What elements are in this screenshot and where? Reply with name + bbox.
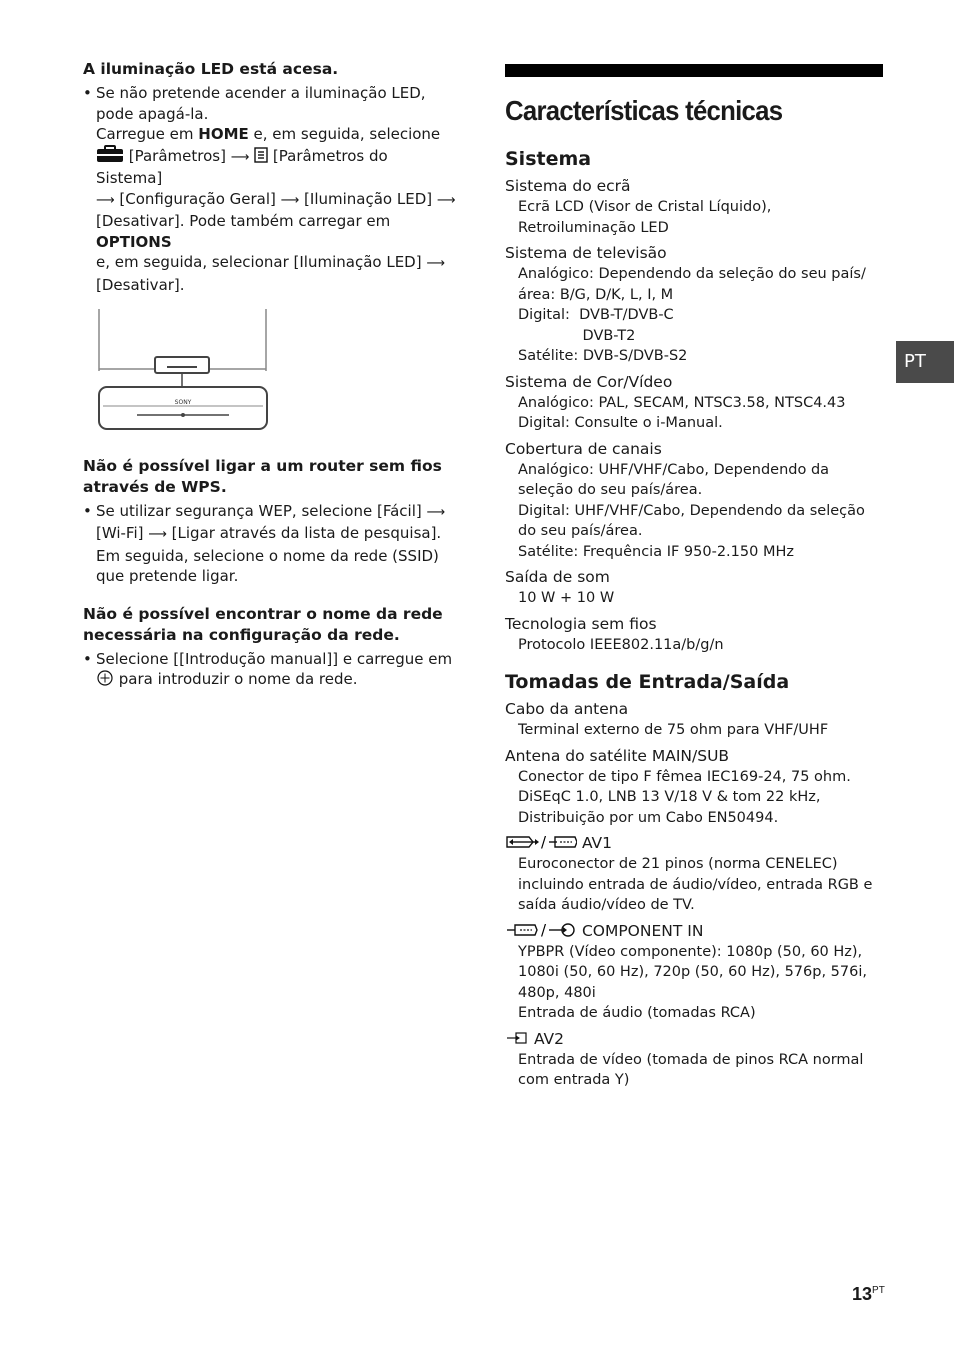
- svg-text:/: /: [541, 921, 547, 938]
- spec-value-line: DVB-T2: [518, 327, 636, 344]
- right-column: [505, 64, 883, 1091]
- issue-heading-led: A iluminação LED está acesa.: [83, 60, 339, 78]
- spec-label-component-in: / COMPONENT IN: [505, 921, 883, 942]
- spec-value-line: Digital: Consulte o i-Manual.: [518, 415, 723, 431]
- spec-value-line: 1080i (50, 60 Hz), 720p (50, 60 Hz), 576p, 576i,: [518, 964, 867, 980]
- spec-value-line: área: B/G, D/K, L, I, M: [518, 286, 674, 303]
- toolbox-icon: [96, 145, 124, 163]
- spec-label-sistema-do-ecra: Sistema do ecrã: [505, 177, 631, 195]
- spec-value-line: do seu país/área.: [518, 523, 643, 539]
- sony-logo: SONY: [174, 399, 192, 406]
- spec-value-line: DiSEqC 1.0, LNB 13 V/18 V & tom 22 kHz,: [518, 789, 821, 805]
- spec-value-line: YPBPR (Vídeo componente): 1080p (50, 60 Hz),: [518, 943, 863, 960]
- system-settings-icon: [254, 147, 268, 163]
- led-text-1: Se não pretende acender a iluminação LED, pode apagá-la.: [96, 84, 426, 123]
- left-column: [83, 59, 458, 690]
- spec-value-line: Distribuição por um Cabo EN50494.: [518, 809, 779, 826]
- issue-heading-wps: Não é possível ligar a um router sem fios através de WPS.: [83, 456, 442, 496]
- enter-button-icon: [96, 670, 114, 686]
- spec-value-line: Analógico: PAL, SECAM, NTSC3.58, NTSC4.43: [518, 394, 846, 411]
- spec-values: [505, 588, 883, 609]
- spec-values: [505, 264, 883, 367]
- spec-values: [505, 393, 883, 434]
- spec-value-line: incluindo entrada de áudio/vídeo, entrada RGB e: [518, 876, 873, 893]
- page-number: $13^{PT}$: [852, 1284, 885, 1304]
- issue-heading-ssid: Não é possível encontrar o nome da rede necessária na configuração da rede.: [83, 604, 443, 644]
- spec-values: [505, 197, 883, 238]
- spec-label-av1: / AV1: [505, 833, 883, 854]
- arrow-icon: ⟶: [280, 192, 300, 208]
- spec-values: [505, 767, 883, 829]
- spec-value-line: Satélite: DVB-S/DVB-S2: [518, 348, 688, 364]
- spec-value-line: Terminal externo de 75 ohm para VHF/UHF: [518, 722, 829, 738]
- wps-block: [83, 456, 458, 587]
- spec-label-sistema-de-cor-video: Sistema de Cor/Vídeo: [505, 372, 673, 391]
- spec-value-line: 10 W + 10 W: [518, 590, 615, 606]
- spec-value-line: Euroconector de 21 pinos (norma CENELEC): [518, 856, 838, 872]
- spec-value-line: Digital: DVB-T/DVB-C: [518, 307, 674, 323]
- spec-value-line: Entrada de áudio (tomadas RCA): [518, 1005, 756, 1021]
- spec-value-line: Retroiluminação LED: [518, 219, 669, 236]
- svg-text:/: /: [541, 834, 547, 850]
- spec-label-cobertura-de-canais: Cobertura de canais: [505, 439, 662, 458]
- arrow-icon: ⟶: [96, 192, 115, 208]
- spec-values: [505, 1050, 883, 1091]
- home-key: HOME: [198, 125, 249, 143]
- av1-scart-icon: [505, 834, 577, 850]
- section-title-sistema: Sistema: [505, 148, 592, 170]
- spec-value-line: 480p, 480i: [518, 984, 596, 1001]
- bullet-ssid: • Selecione [[Introdução manual]] e carregue em para introduzir o nome da rede.: [83, 649, 458, 690]
- section-sistema: [505, 176, 883, 655]
- spec-label-av2: AV2: [505, 1029, 883, 1050]
- spec-values: [505, 942, 883, 1024]
- spec-label-antena-do-satelite-main-sub: Antena do satélite MAIN/SUB: [505, 746, 730, 765]
- spec-value-line: Analógico: Dependendo da seleção do seu país/: [518, 266, 866, 282]
- spec-value-line: seleção do seu país/área.: [518, 482, 703, 498]
- arrow-icon: ⟶: [148, 527, 167, 542]
- tv-led-illustration: [97, 309, 269, 433]
- spec-values: [505, 720, 883, 741]
- section-tomadas: [505, 699, 883, 1091]
- spec-label-sistema-de-televisao: Sistema de televisão: [505, 244, 667, 262]
- spec-value-line: saída áudio/vídeo de TV.: [518, 897, 695, 913]
- spec-values: [505, 460, 883, 563]
- spec-label-cabo-da-antena: Cabo da antena: [505, 700, 629, 718]
- section-title-tomadas: Tomadas de Entrada/Saída: [505, 671, 790, 693]
- bullet-led: • Se não pretende acender a iluminação LED, pode apagá-la. Carregue em HOME e, em seguida, selecione [Parâmetros] ⟶ [Parâmetros do Sistema] ⟶ [Configuração Geral] ⟶ [Iluminação LED] ⟶ [Desativar]. Pode também carregar em OPTIONS e, em seguida, selecionar [Iluminação LED] ⟶ [Desativar].: [83, 83, 458, 295]
- title-rule: [505, 64, 883, 77]
- spec-label-saida-de-som: Saída de som: [505, 568, 610, 586]
- spec-value-line: Protocolo IEEE802.11a/b/g/n: [518, 636, 724, 653]
- spec-value-line: Ecrã LCD (Visor de Cristal Líquido),: [518, 199, 772, 215]
- language-tab: PT: [896, 341, 954, 383]
- ssid-block: [83, 604, 458, 690]
- arrow-icon: ⟶: [426, 256, 445, 271]
- page-title: Características técnicas: [505, 95, 783, 126]
- spec-values: [505, 635, 883, 656]
- spec-value-line: Conector de tipo F fêmea IEC169-24, 75 ohm.: [518, 768, 851, 785]
- arrow-icon: ⟶: [436, 192, 456, 208]
- options-key: OPTIONS: [96, 232, 172, 251]
- av2-input-icon: [505, 1030, 529, 1046]
- spec-value-line: com entrada Y): [518, 1072, 630, 1088]
- spec-values: [505, 854, 883, 916]
- spec-value-line: Digital: UHF/VHF/Cabo, Dependendo da seleção: [518, 502, 865, 519]
- arrow-icon: ⟶: [230, 149, 250, 165]
- spec-value-line: Entrada de vídeo (tomada de pinos RCA normal: [518, 1051, 864, 1068]
- spec-value-line: Analógico: UHF/VHF/Cabo, Dependendo da: [518, 461, 830, 478]
- spec-label-tecnologia-sem-fios: Tecnologia sem fios: [505, 614, 657, 633]
- component-in-icon: [505, 922, 577, 938]
- arrow-icon: ⟶: [426, 504, 446, 520]
- bullet-wps: • Se utilizar segurança WEP, selecione [Fácil] ⟶ [Wi-Fi] ⟶ [Ligar através da lista de pesquisa]. Em seguida, selecione o nome da rede (SSID) que pretende ligar.: [83, 501, 458, 587]
- spec-value-line: Satélite: Frequência IF 950-2.150 MHz: [518, 543, 794, 560]
